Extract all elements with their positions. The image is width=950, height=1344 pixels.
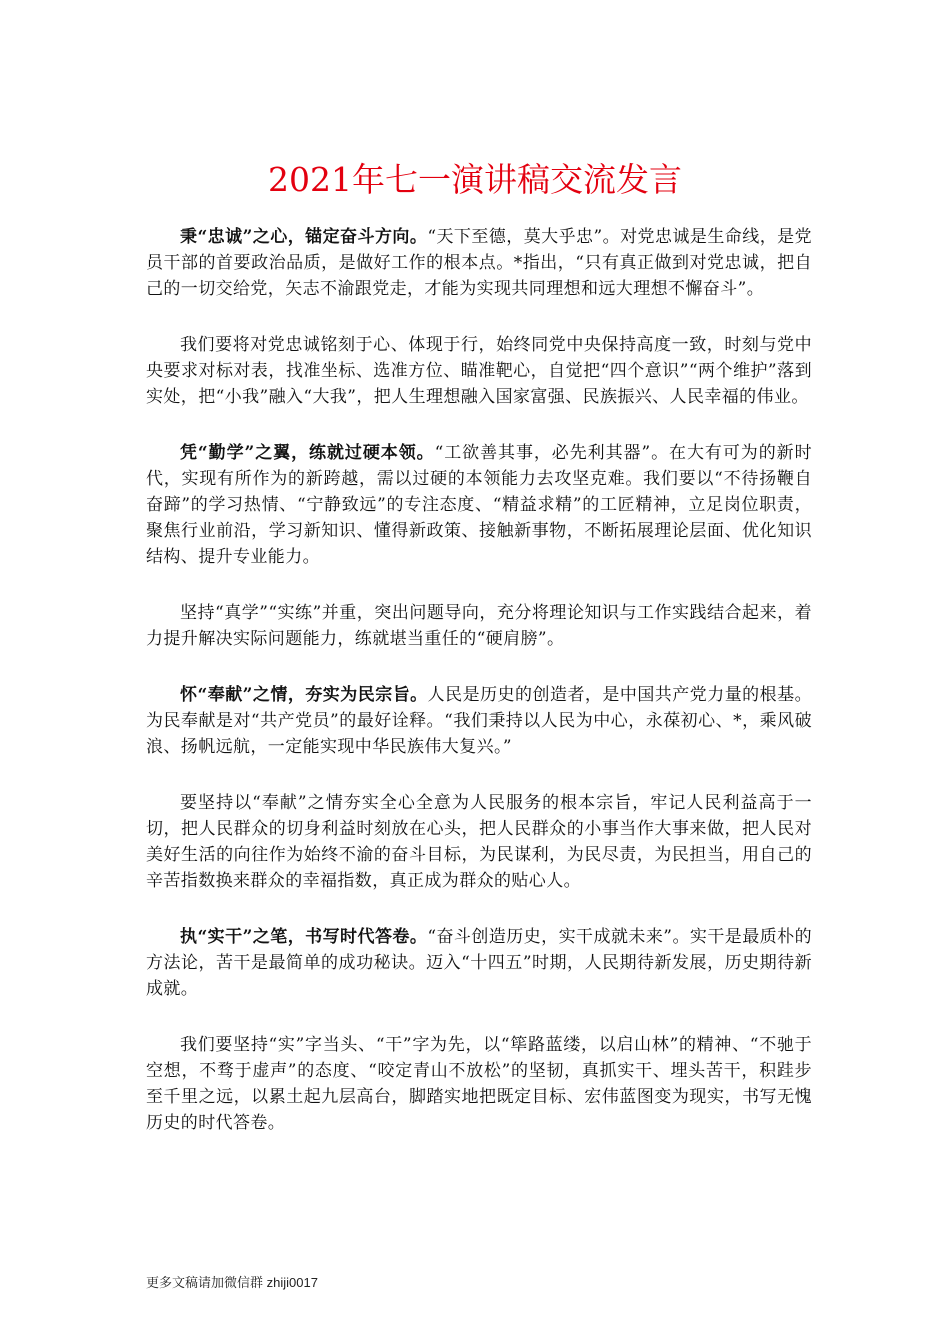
paragraph-text: “工欲善其事，必先利其器”。在大有可为的新时代，实现有所作为的新跨越，需以过硬的本领能力去攻坚克难。我们要以“不待扬鞭自奋蹄”的学习热情、“宁静致远”的专注态度、“精益求精”的工匠精神，立足岗位职责，聚焦行业前沿，学习新知识、懂得新政策、接触新事物，不断拓展理论层面、优化知识结构、提升专业能力。 — [146, 443, 812, 567]
paragraph-text: “奋斗创造历史，实干成就未来”。实干是最质朴的方法论，苦干是最简单的成功秘诀。迈入“十四五”时期，人民期待新发展，历史期待新成就。 — [146, 927, 812, 999]
paragraph-text: 坚持“真学”“实练”并重，突出问题导向，充分将理论知识与工作实践结合起来，着力提升解决实际问题能力，练就堪当重任的“硬肩膀”。 — [146, 603, 812, 649]
paragraph-heading: 怀“奉献”之情，夯实为民宗旨。 — [180, 685, 428, 705]
paragraph-8 — [146, 1032, 812, 1136]
footer-note: 更多文稿请加微信群 zhiji0017 — [146, 1275, 318, 1290]
paragraph-text: “天下至德，莫大乎忠”。对党忠诚是生命线，是党员干部的首要政治品质，是做好工作的根本点。*指出，“只有真正做到对党忠诚，把自己的一切交给党，矢志不渝跟党走，才能为实现共同理想和远大理想不懈奋斗”。 — [146, 227, 812, 299]
document-title: 2021年七一演讲稿交流发言 — [268, 160, 682, 199]
paragraph-2 — [146, 332, 812, 410]
paragraph-6 — [146, 790, 812, 894]
paragraph-4 — [146, 600, 812, 652]
paragraph-3 — [146, 440, 812, 570]
paragraph-text: 人民是历史的创造者，是中国共产党力量的根基。为民奉献是对“共产党员”的最好诠释。“我们秉持以人民为中心，永葆初心、*，乘风破浪、扬帆远航，一定能实现中华民族伟大复兴。” — [146, 685, 812, 757]
paragraph-text: 要坚持以“奉献”之情夯实全心全意为人民服务的根本宗旨，牢记人民利益高于一切，把人民群众的切身利益时刻放在心头，把人民群众的小事当作大事来做，把人民对美好生活的向往作为始终不渝的奋斗目标，为民谋利，为民尽责，为民担当，用自己的辛苦指数换来群众的幸福指数，真正成为群众的贴心人。 — [146, 793, 812, 891]
paragraph-1 — [146, 224, 812, 302]
paragraph-5 — [146, 682, 812, 760]
paragraph-heading: 凭“勤学”之翼，练就过硬本领。 — [180, 443, 435, 463]
paragraph-7 — [146, 924, 812, 1002]
document-body — [146, 224, 812, 1166]
paragraph-text: 我们要坚持“实”字当头、“干”字为先，以“筚路蓝缕，以启山林”的精神、“不驰于空想，不骛于虚声”的态度、“咬定青山不放松”的坚韧，真抓实干、埋头苦干，积跬步至千里之远，以累土起九层高台，脚踏实地把既定目标、宏伟蓝图变为现实，书写无愧历史的时代答卷。 — [146, 1035, 812, 1133]
paragraph-heading: 秉“忠诚”之心，锚定奋斗方向。 — [180, 227, 428, 247]
paragraph-text: 我们要将对党忠诚铭刻于心、体现于行，始终同党中央保持高度一致，时刻与党中央要求对标对表，找准坐标、选准方位、瞄准靶心，自觉把“四个意识”“两个维护”落到实处，把“小我”融入“大我”，把人生理想融入国家富强、民族振兴、人民幸福的伟业。 — [146, 335, 812, 407]
paragraph-heading: 执“实干”之笔，书写时代答卷。 — [180, 927, 428, 947]
